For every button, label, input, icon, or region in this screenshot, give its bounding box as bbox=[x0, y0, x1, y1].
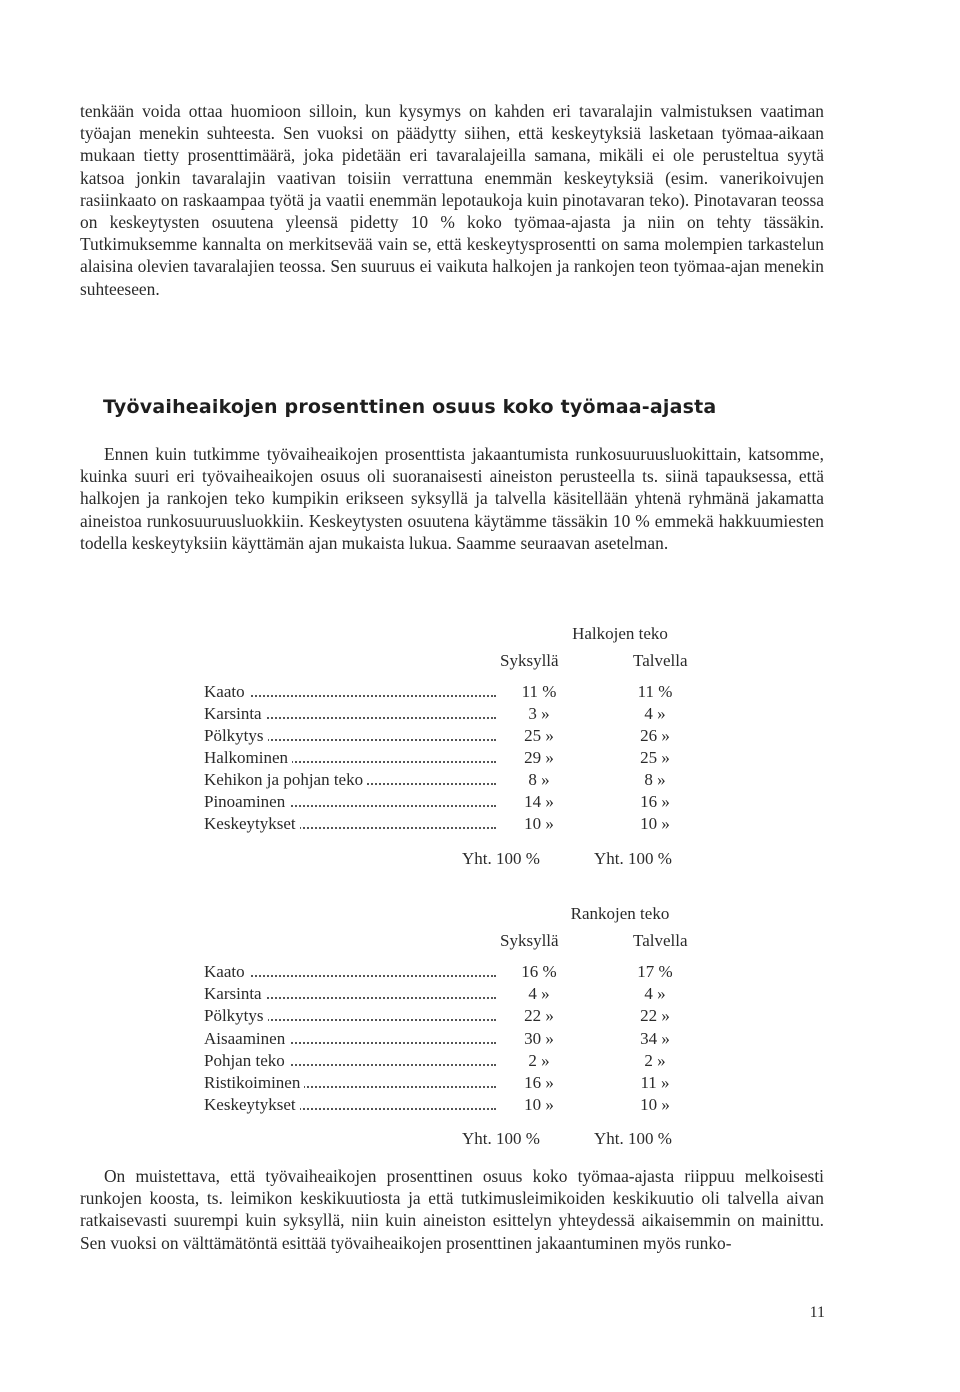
value-syksylla: 25 » bbox=[524, 726, 554, 745]
table-row bbox=[204, 984, 704, 1006]
row-label: Pinoaminen bbox=[204, 792, 289, 811]
value-talvella: 26 » bbox=[640, 726, 670, 745]
value-talvella: 16 » bbox=[640, 792, 670, 811]
section-paragraph: Ennen kuin tutkimme työvaiheaikojen prosenttista jakaantumista runkosuuruusluokittain, katsomme, kuinka suuri eri työvaiheaikojen osuus oli suoranaisesti aineiston perusteella ts. siinä tapauksessa, että halkojen ja rankojen teko kumpikin erikseen syksyllä ja talvella käsitellään yhtenä ryhmänä jakamatta aineistoa runkosuuruusluokkiin. Keskeytysten osuutena käytämme tässäkin 10 % emmekä hakkuumiesten todella keskeytyksiin käyttämän ajan mukaista lukua. Saamme seuraavan asetelman. bbox=[80, 444, 824, 553]
table-row bbox=[204, 770, 704, 792]
value-syksylla: 16 » bbox=[524, 1073, 554, 1092]
value-syksylla: 22 » bbox=[524, 1006, 554, 1025]
value-talvella: 11 % bbox=[637, 682, 673, 701]
column-header-syksylla: Syksyllä bbox=[500, 651, 559, 670]
value-syksylla: 8 » bbox=[528, 770, 550, 789]
value-syksylla: 29 » bbox=[524, 748, 554, 767]
row-label: Keskeytykset bbox=[204, 814, 300, 833]
table-row bbox=[204, 792, 704, 814]
value-syksylla: 10 » bbox=[524, 814, 554, 833]
table-title: Rankojen teko bbox=[570, 904, 670, 923]
value-talvella: 11 » bbox=[640, 1073, 670, 1092]
value-syksylla: 16 % bbox=[521, 962, 557, 981]
value-syksylla: 3 » bbox=[528, 704, 550, 723]
row-label: Karsinta bbox=[204, 704, 266, 723]
column-header-syksylla: Syksyllä bbox=[500, 931, 559, 950]
value-syksylla: 11 % bbox=[521, 682, 557, 701]
column-header-talvella: Talvella bbox=[633, 651, 688, 670]
intro-paragraph: tenkään voida ottaa huomioon silloin, kun kysymys on kahden eri tavaralajin valmistuksen vaatiman työajan menekin suhteesta. Sen vuoksi on päädytty siihen, että keskeytyksiä lasketaan työmaa-aikaan mukaan tietty prosenttimäärä, joka pidetään eri tavaralajeilla samana, mikäli ei ole perusteltua syytä katsoa jonkin tavaralajin vaativan toisiin verrattuna enemmän keskeytyksiä (esim. vanerikoivujen rasiinkaato on raskaampaa työtä ja vaatii enemmän lepotaukoja kuin pinotavaran teko). Pinotavaran teossa on keskeytysten osuutena yleensä pidetty 10 % koko työmaa-ajasta ja niin on tehty tässäkin. Tutkimuksemme kannalta on merkitsevää vain se, että keskeytysprosentti on sama molempien tarkastelun alaisina olevien tavaralajien teossa. Sen suuruus ei vaikuta halkojen ja rankojen teon työmaa-ajan menekin suhteeseen. bbox=[80, 101, 824, 299]
row-label: Keskeytykset bbox=[204, 1095, 300, 1114]
value-talvella: 10 » bbox=[640, 1095, 670, 1114]
row-label: Pölkytys bbox=[204, 726, 268, 745]
value-talvella: 34 » bbox=[640, 1029, 670, 1048]
page-number: 11 bbox=[809, 1304, 825, 1321]
row-label: Kehikon ja pohjan teko bbox=[204, 770, 367, 789]
table-title: Halkojen teko bbox=[572, 624, 668, 643]
table-row bbox=[204, 1095, 704, 1117]
table-row bbox=[204, 1073, 704, 1095]
value-talvella: 10 » bbox=[640, 814, 670, 833]
value-syksylla: 10 » bbox=[524, 1095, 554, 1114]
closing-paragraph: On muistettava, että työvaiheaikojen prosenttinen osuus koko työmaa-ajasta riippuu melkoisesti runkojen koosta, ts. leimikon keskikuutiosta ja että tutkimusleimikoiden keskikuutio oli talvella aivan ratkaisevasti suurempi kuin syksyllä, niin kuin aineiston esittelyn yhteydessä aikaisemmin on mainittu. Sen vuoksi on välttämätöntä esittää työvaiheaikojen prosenttinen jakaantuminen myös runko- bbox=[80, 1166, 824, 1253]
table-row bbox=[204, 748, 704, 770]
value-talvella: 25 » bbox=[640, 748, 670, 767]
table-row bbox=[204, 1029, 704, 1051]
table-row bbox=[204, 726, 704, 748]
row-label: Aisaaminen bbox=[204, 1029, 289, 1048]
value-talvella: 8 » bbox=[644, 770, 666, 789]
row-label: Kaato bbox=[204, 682, 249, 701]
value-talvella: 17 % bbox=[637, 962, 673, 981]
section-heading: Työvaiheaikojen prosenttinen osuus koko työmaa-ajasta bbox=[103, 396, 717, 418]
total-talvella: Yht. 100 % bbox=[594, 1129, 672, 1148]
total-syksylla: Yht. 100 % bbox=[462, 849, 540, 868]
value-talvella: 4 » bbox=[644, 704, 666, 723]
table-row bbox=[204, 704, 704, 726]
row-label: Ristikoiminen bbox=[204, 1073, 304, 1092]
total-syksylla: Yht. 100 % bbox=[462, 1129, 540, 1148]
table-row bbox=[204, 1051, 704, 1073]
row-label: Karsinta bbox=[204, 984, 266, 1003]
table-row bbox=[204, 1006, 704, 1028]
value-talvella: 4 » bbox=[644, 984, 666, 1003]
value-talvella: 22 » bbox=[640, 1006, 670, 1025]
row-label: Halkominen bbox=[204, 748, 292, 767]
table-row bbox=[204, 962, 704, 984]
row-label: Kaato bbox=[204, 962, 249, 981]
value-syksylla: 2 » bbox=[528, 1051, 550, 1070]
column-header-talvella: Talvella bbox=[633, 931, 688, 950]
value-syksylla: 14 » bbox=[524, 792, 554, 811]
value-syksylla: 4 » bbox=[528, 984, 550, 1003]
table-row bbox=[204, 682, 704, 704]
value-syksylla: 30 » bbox=[524, 1029, 554, 1048]
row-label: Pohjan teko bbox=[204, 1051, 289, 1070]
value-talvella: 2 » bbox=[644, 1051, 666, 1070]
total-talvella: Yht. 100 % bbox=[594, 849, 672, 868]
table-row bbox=[204, 814, 704, 836]
row-label: Pölkytys bbox=[204, 1006, 268, 1025]
